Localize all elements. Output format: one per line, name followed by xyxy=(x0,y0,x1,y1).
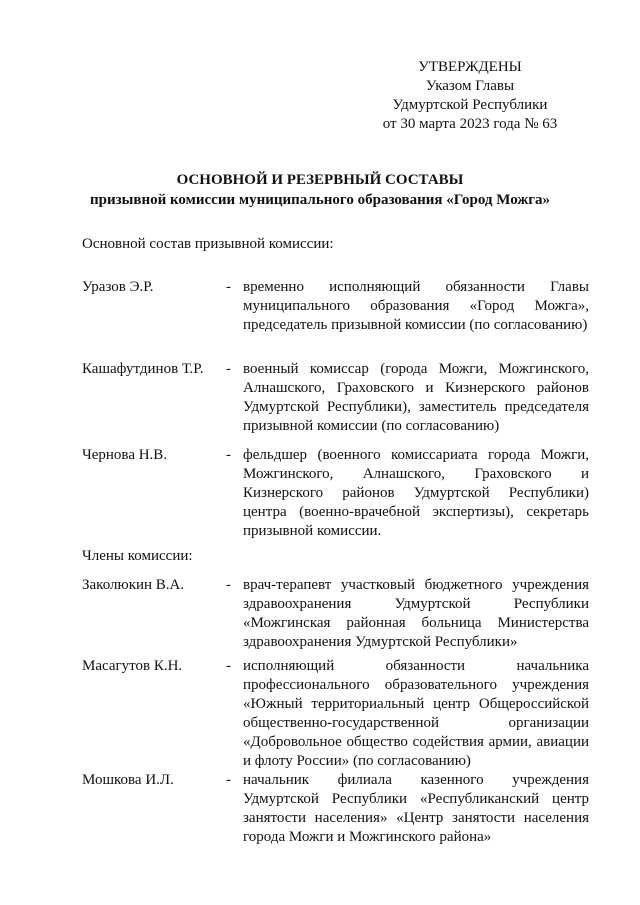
member-name: Чернова Н.В. xyxy=(82,447,168,463)
member-name: Масагутов К.Н. xyxy=(82,658,183,674)
dash-separator: - xyxy=(226,361,231,377)
approval-block xyxy=(360,58,580,134)
member-description: фельдшер (военного комиссариата города Можги, Можгинского, Алнашского, Граховского и Кизнерского районов Удмуртской Республики) центра (военно-врачебной экспертизы), секретарь призывной комиссии. xyxy=(243,447,589,539)
member-name: Уразов Э.Р. xyxy=(82,279,154,295)
dash-separator: - xyxy=(226,658,231,674)
members-section-heading: Члены комиссии: xyxy=(82,548,193,564)
dash-separator: - xyxy=(226,447,231,463)
member-description: военный комиссар (города Можги, Можгинского, Алнашского, Граховского и Кизнерского районов Удмуртской Республики), заместитель председателя призывной комиссии (по согласованию) xyxy=(243,361,589,434)
member-description: временно исполняющий обязанности Главы муниципального образования «Город Можга», председатель призывной комиссии (по согласованию) xyxy=(243,279,589,333)
member-name: Мошкова И.Л. xyxy=(82,772,174,788)
member-description: начальник филиала казенного учреждения Удмуртской Республики «Республиканский центр занятости населения» «Центр занятости населения города Можги и Можгинского района» xyxy=(243,772,589,845)
approval-line: от 30 марта 2023 года № 63 xyxy=(382,116,558,132)
member-name: Заколюкин В.А. xyxy=(82,577,185,593)
dash-separator: - xyxy=(226,772,231,788)
dash-separator: - xyxy=(226,577,231,593)
approval-line: УТВЕРЖДЕНЫ xyxy=(418,59,522,75)
approval-line: Удмуртской Республики xyxy=(392,97,548,113)
document-title xyxy=(0,170,640,210)
member-name: Кашафутдинов Т.Р. xyxy=(82,361,204,377)
approval-line: Указом Главы xyxy=(425,78,515,94)
main-section-heading: Основной состав призывной комиссии: xyxy=(82,236,334,252)
dash-separator: - xyxy=(226,279,231,295)
member-description: врач-терапевт участковый бюджетного учреждения здравоохранения Удмуртской Республики «Можгинская районная больница Министерства здравоохранения Удмуртской Республики» xyxy=(243,577,589,650)
subtitle-line: призывной комиссии муниципального образования «Город Можга» xyxy=(89,192,551,208)
title-line: ОСНОВНОЙ И РЕЗЕРВНЫЙ СОСТАВЫ xyxy=(176,172,464,188)
member-description: исполняющий обязанности начальника профессионального образовательного учреждения «Южный территориальный центр Общероссийской общественно-государственной организации «Добровольное общество содействия армии, авиации и флоту России» (по согласованию) xyxy=(243,658,589,769)
